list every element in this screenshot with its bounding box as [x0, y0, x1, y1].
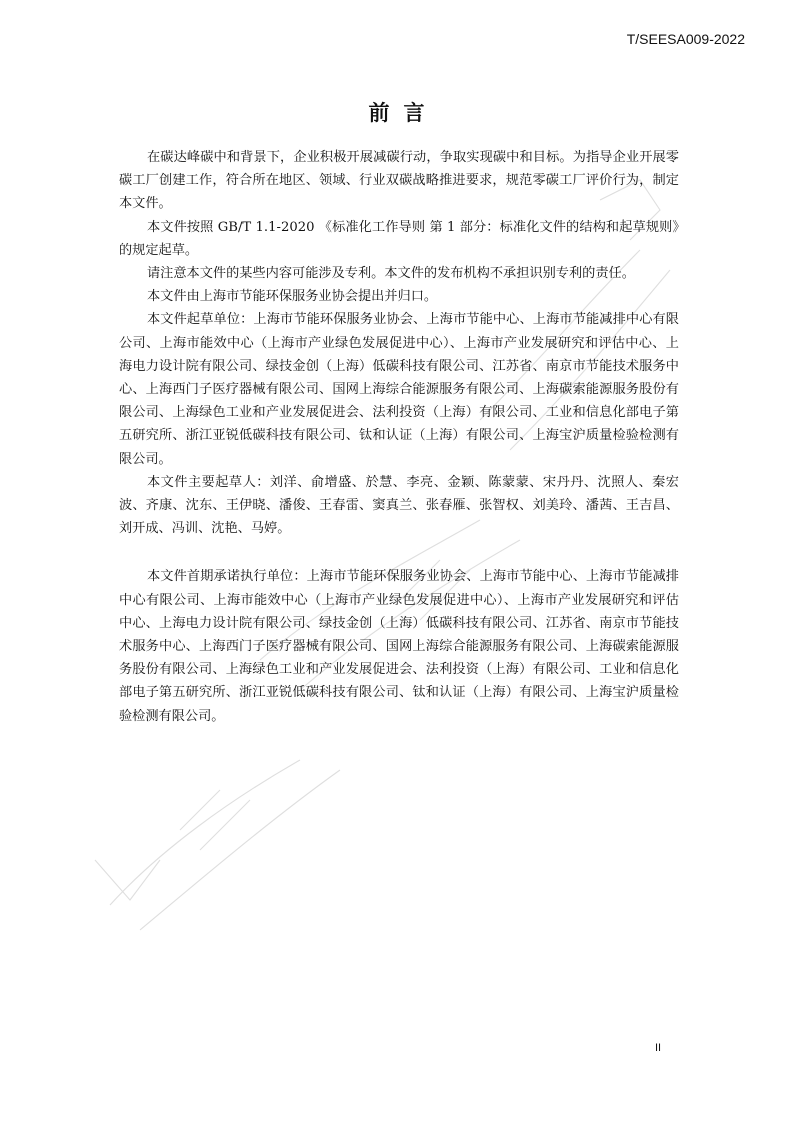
page-number: II — [655, 1042, 662, 1054]
paragraph-patent-notice: 请注意本文件的某些内容可能涉及专利。本文件的发布机构不承担识别专利的责任。 — [147, 266, 635, 282]
paragraph-drafters: 本文件主要起草人：刘洋、俞增盛、於慧、李亮、金颖、陈蒙蒙、宋丹丹、沈照人、秦宏波、齐康、沈东、王伊晓、潘俊、王春雷、窦真兰、张春雁、张智权、刘美玲、潘茜、王吉昌、刘开成、冯训、沈艳、马婷。 — [119, 474, 679, 537]
paragraph-proposer: 本文件由上海市节能环保服务业协会提出并归口。 — [147, 289, 438, 305]
document-code: T/SEESA009-2022 — [626, 31, 745, 47]
page-title: 前言 — [368, 101, 439, 125]
paragraph-drafting-rules: 本文件按照 GB/T 1.1-2020 《标准化工作导则 第 1 部分：标准化文件的结构和起草规则》的规定起草。 — [119, 219, 679, 258]
paragraph-drafting-units: 本文件起草单位：上海市节能环保服务业协会、上海市节能中心、上海市节能减排中心有限公司、上海市能效中心（上海市产业绿色发展促进中心）、上海市产业发展研究和评估中心、上海电力设计院有限公司、绿技金创（上海）低碳科技有限公司、江苏省、南京市节能技术服务中心、上海西门子医疗器械有限公司、国网上海综合能源服务有限公司、上海碳索能源服务股份有限公司、上海绿色工业和产业发展促进会、法利投资（上海）有限公司、工业和信息化部电子第五研究所、浙江亚锐低碳科技有限公司、钛和认证（上海）有限公司、上海宝沪质量检验检测有限公司。 — [119, 312, 679, 467]
paragraph-background: 在碳达峰碳中和背景下，企业积极开展减碳行动，争取实现碳中和目标。为指导企业开展零碳工厂创建工作，符合所在地区、领域、行业双碳战略推进要求，规范零碳工厂评价行为，制定本文件。 — [119, 150, 679, 212]
paragraph-first-committed-units: 本文件首期承诺执行单位：上海市节能环保服务业协会、上海市节能中心、上海市节能减排中心有限公司、上海市能效中心（上海市产业绿色发展促进中心）、上海市产业发展研究和评估中心、上海电力设计院有限公司、绿技金创（上海）低碳科技有限公司、江苏省、南京市节能技术服务中心、上海西门子医疗器械有限公司、国网上海综合能源服务有限公司、上海碳索能源服务股份有限公司、上海绿色工业和产业发展促进会、法利投资（上海）有限公司、工业和信息化部电子第五研究所、浙江亚锐低碳科技有限公司、钛和认证（上海）有限公司、上海宝沪质量检验检测有限公司。 — [119, 569, 679, 724]
foreword-body — [119, 146, 679, 728]
